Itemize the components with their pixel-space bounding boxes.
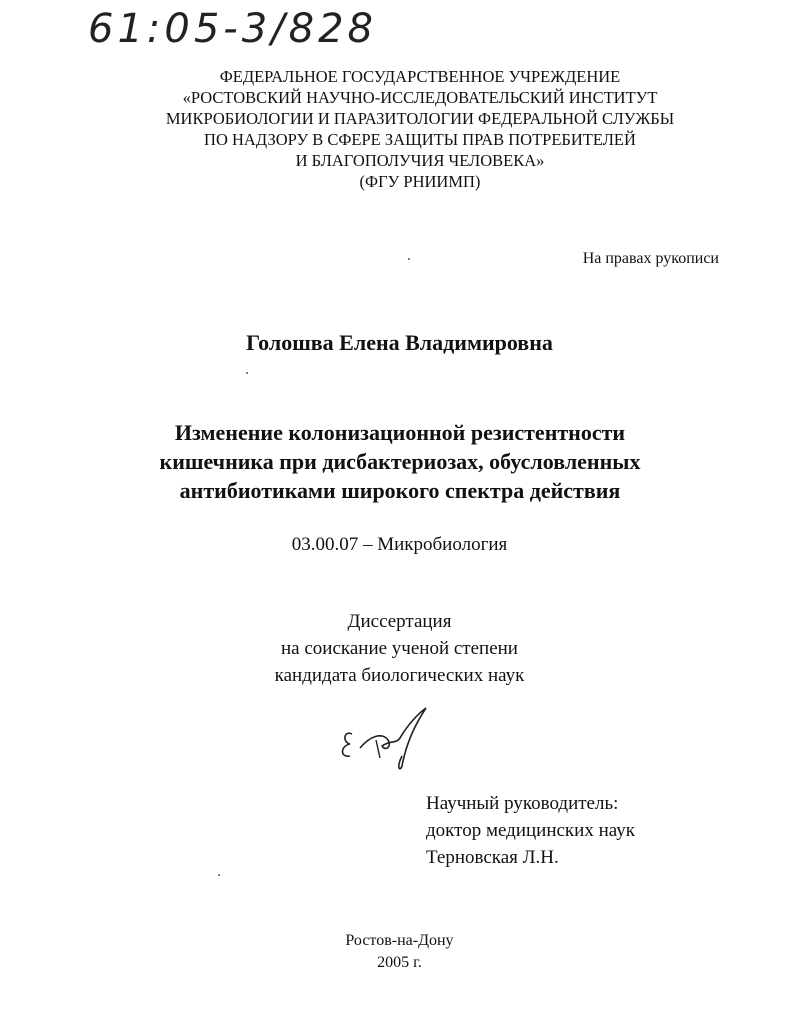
institution-line: И БЛАГОПОЛУЧИЯ ЧЕЛОВЕКА» <box>295 151 545 170</box>
institution-line: МИКРОБИОЛОГИИ И ПАРАЗИТОЛОГИИ ФЕДЕРАЛЬНОЙ СЛУЖБЫ <box>165 109 675 128</box>
scan-speck <box>218 874 220 876</box>
supervisor-line: Научный руководитель: <box>426 793 619 814</box>
archive-number-handwritten: 61:05-3/828 <box>88 6 377 52</box>
author-name: Голошва Елена Владимировна <box>246 330 553 355</box>
scan-speck <box>408 258 410 260</box>
dissertation-title <box>80 418 720 505</box>
institution-abbreviation: (ФГУ РНИИМП) <box>359 172 481 191</box>
institution-header <box>100 66 740 192</box>
year: 2005 г. <box>377 954 422 971</box>
scan-speck <box>246 372 248 374</box>
institution-line: «РОСТОВСКИЙ НАУЧНО-ИССЛЕДОВАТЕЛЬСКИЙ ИНСТИТУТ <box>182 88 658 107</box>
institution-line: ФЕДЕРАЛЬНОЕ ГОСУДАРСТВЕННОЕ УЧРЕЖДЕНИЕ <box>219 67 621 86</box>
specialty-code: 03.00.07 – Микробиология <box>291 534 508 555</box>
author-signature <box>330 696 440 776</box>
title-line: Изменение колонизационной резистентности <box>174 420 626 445</box>
degree-line: на соискание ученой степени <box>281 638 518 659</box>
supervisor-line: Терновская Л.Н. <box>426 847 559 868</box>
title-line: кишечника при дисбактериозах, обусловленных <box>159 449 641 474</box>
city: Ростов-на-Дону <box>345 932 454 949</box>
title-line: антибиотиками широкого спектра действия <box>179 478 621 503</box>
institution-line: ПО НАДЗОРУ В СФЕРЕ ЗАЩИТЫ ПРАВ ПОТРЕБИТЕЛЕЙ <box>204 130 636 149</box>
degree-line: Диссертация <box>347 611 452 632</box>
manuscript-rights: На правах рукописи <box>582 250 719 267</box>
degree-line: кандидата биологических наук <box>274 665 525 686</box>
scientific-supervisor <box>426 790 635 871</box>
degree-statement <box>0 608 799 689</box>
supervisor-line: доктор медицинских наук <box>426 820 635 841</box>
place-and-year <box>0 930 799 974</box>
